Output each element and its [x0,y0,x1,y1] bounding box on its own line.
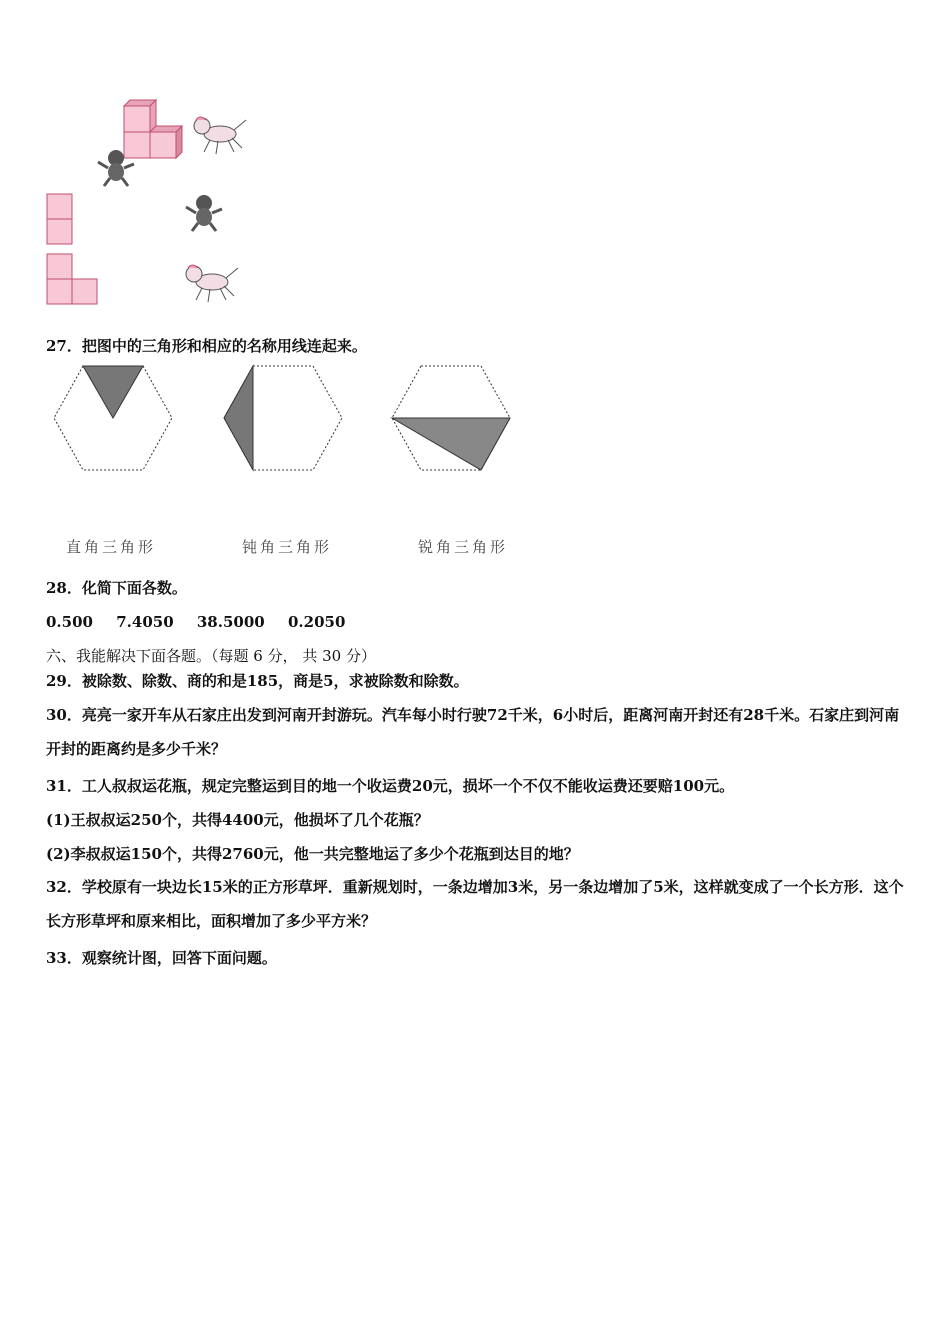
question-31-title: 31．工人叔叔运花瓶，规定完整运到目的地一个收运费20元，损坏一个不仅不能收运费还要赔100元。 [46,777,735,795]
question-29: 29．被除数、除数、商的和是185，商是5，求被除数和除数。 [46,672,469,690]
label-obtuse-triangle: 钝角三角形 [242,538,333,556]
dog-icon [190,114,248,156]
dog-icon [182,262,240,304]
number-item: 0.2050 [287,613,346,631]
front-view-figure [46,193,74,245]
hexagon-figure-1 [52,364,174,472]
question-31-sub1: (1)王叔叔运250个，共得4400元，他损坏了几个花瓶？ [46,811,429,829]
question-31-sub2: (2)李叔叔运150个，共得2760元，他一共完整地运了多少个花瓶到达目的地？ [46,845,579,863]
label-acute-triangle: 锐角三角形 [418,538,509,556]
question-32: 32．学校原有一块边长15米的正方形草坪．重新规划时，一条边增加3米，另一条边增加了5米，这样就变成了一个长方形．这个长方形草坪和原来相比，面积增加了多少平方米？ [46,878,904,930]
label-right-triangle: 直角三角形 [66,538,157,556]
hexagon-figure-2 [222,364,344,472]
monkey-icon [182,193,226,235]
hexagon-figure-3 [390,364,512,472]
question-28-title: 28．化简下面各数。 [46,579,187,597]
section-6-heading: 六、我能解决下面各题。（每题 6 分， 共 30 分） [46,647,376,665]
question-28-numbers [46,612,363,632]
side-view-figure [46,253,98,305]
question-27-title: 27．把图中的三角形和相应的名称用线连起来。 [46,337,367,355]
number-item: 0.500 [46,613,93,631]
question-30: 30．亮亮一家开车从石家庄出发到河南开封游玩。汽车每小时行驶72千米，6小时后，距离河南开封还有28千米。石家庄到河南开封的距离约是多少千米？ [46,706,900,758]
number-item: 38.5000 [196,613,265,631]
question-33: 33．观察统计图，回答下面问题。 [46,949,277,967]
number-item: 7.4050 [116,613,174,631]
monkey-icon [94,148,138,188]
